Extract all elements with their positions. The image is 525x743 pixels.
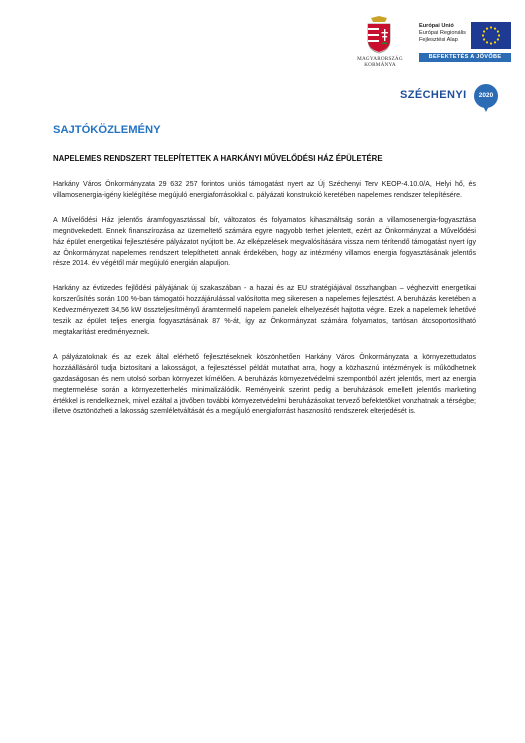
eu-banner: BEFEKTETÉS A JÖVŐBE: [419, 53, 511, 62]
paragraph-3: Harkány az évtizedes fejlődési pályájának új szakaszában - a hazai és az EU stratégiájával összhangban – véghezvitt energetikai korszerűsítés során 100 %-ban támogatói hozzájárulással valósította meg sikeresen a napelemes fejlesztést. A beruházás keretében a Kedvezményezett 34,56 kW összteljesítményű áramtermelő napelem panelek elhelyezését hajtotta végre. Ezek a napelemek lehetővé teszik az épület teljes energia fogyasztásának 87 %-át, így az Önkormányzat számára folyamatos, tartósan átcsoportosítható megtakarítást eredményeznek.: [53, 285, 476, 336]
crest-caption: MAGYARORSZÁG KORMÁNYA: [357, 56, 403, 68]
paragraph-1: Harkány Város Önkormányzata 29 632 257 forintos uniós támogatást nyert az Új Széchenyi Terv KEOP-4.10.0/A, Helyi hő, és villamosenergia-igény kielégítése megújuló energiaforrásokkal c. pályázati konstrukció keretében napelemes rendszer telepítésére.: [53, 181, 476, 199]
hungary-crest-icon: [364, 16, 394, 54]
paragraph-4: A pályázatoknak és az ezek által elérhető fejlesztéseknek köszönhetően Harkány Város Önkormányzata a környezettudatos hozzáállásáról tudja biztosítani a lakosságot, a fejlesztéssel példát mutathat arra, hogy a közhasznú intézmények is működhetnek gazdaságosan és nem utolsó sorban környezet kímélően. A beruházás környezetvédelmi szempontból azért jelentős, mert az energia megtermelése során a környezetterhelés minimalizálódik. Reményeink szerint pedig a beruházások emellett jelentős marketing értékkel is rendelkeznek, mivel ezáltal a jövőben további környezetvédelmi beruházásokat tervező befektetőket vonzhatnak a térségbe; illetve ösztönözheti a lakosság szemléletváltását és a megújuló energiaforrást hasznosító rendszerek elterjedését is.: [53, 353, 476, 416]
document-body: [53, 180, 476, 432]
document-heading: SAJTÓKÖZLEMÉNY: [53, 124, 161, 136]
szechenyi-2020-badge: 2020: [474, 84, 498, 108]
eu-logo-text: Európai Unió Európai Regionális Fejlesztési Alap: [419, 23, 466, 44]
szechenyi-badge-pin-icon: [482, 104, 490, 112]
szechenyi-logo-text: SZÉCHENYI: [400, 89, 467, 101]
eu-flag-icon: [471, 22, 511, 49]
document-title: NAPELEMES RENDSZERT TELEPÍTETTEK A HARKÁNYI MŰVELŐDÉSI HÁZ ÉPÜLETÉRE: [53, 154, 383, 163]
paragraph-2: A Művelődési Ház jelentős áramfogyasztással bír, változatos és folyamatos kihasználtság során a villamosenergia-fogyasztása megnövekedett. Ennek finanszírozása az üzemeltető számára egyre nagyobb terhet jelentett, ezért az Önkormányzat a Művelődési ház épület energetikai fejlesztésére pályázatot nyújtott be. Az elképzelések megvalósítására vissza nem térítendő támogatást nyert így az Önkormányzat napelemes rendszert telepíthetett annak érdekében, hogy az intézmény villamos energia fogyasztásának jelentős része 2014. év végétől már megújuló energián alapuljon.: [53, 216, 476, 268]
